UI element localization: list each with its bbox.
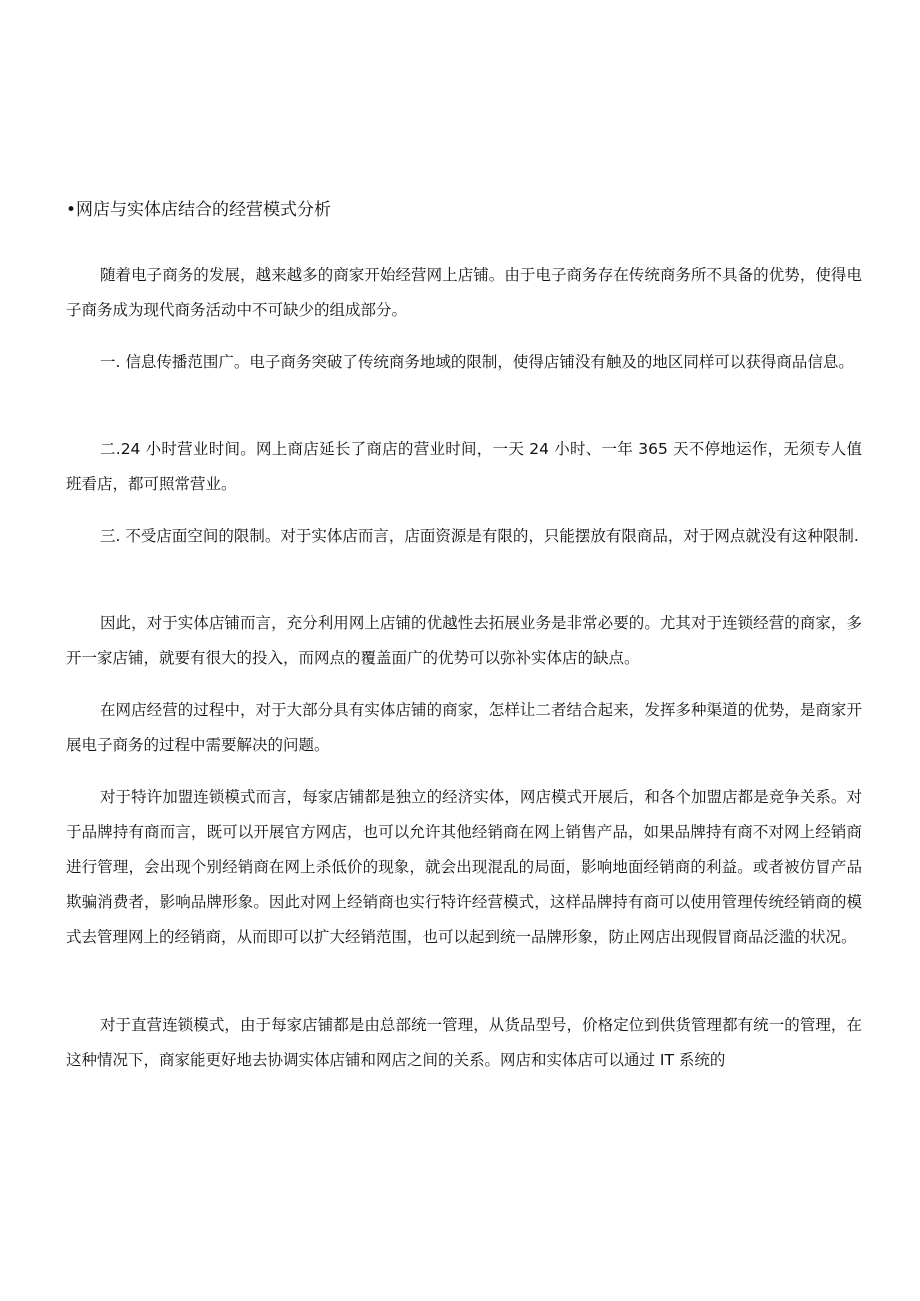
paragraph-problem: 在网店经营的过程中，对于大部分具有实体店铺的商家，怎样让二者结合起来，发挥多种渠道的优势，是商家开展电子商务的过程中需要解决的问题。: [66, 701, 862, 754]
paragraph-intro: 随着电子商务的发展，越来越多的商家开始经营网上店铺。由于电子商务存在传统商务所不具备的优势，使得电子商务成为现代商务活动中不可缺少的组成部分。: [66, 266, 862, 319]
paragraph-point-1: 一. 信息传播范围广。电子商务突破了传统商务地域的限制，使得店铺没有触及的地区同样可以获得商品信息。: [100, 353, 854, 371]
document-title: •网店与实体店结合的经营模式分析: [66, 200, 332, 220]
paragraph-point-2: 二.24 小时营业时间。网上商店延长了商店的营业时间，一天 24 小时、一年 365 天不停地运作，无须专人值班看店，都可照常营业。: [66, 440, 862, 493]
paragraph-therefore: 因此，对于实体店铺而言，充分利用网上店铺的优越性去拓展业务是非常必要的。尤其对于连锁经营的商家，多开一家店铺，就要有很大的投入，而网点的覆盖面广的优势可以弥补实体店的缺点。: [66, 614, 862, 667]
paragraph-point-3: 三. 不受店面空间的限制。对于实体店而言，店面资源是有限的，只能摆放有限商品，对于网点就没有这种限制.: [100, 527, 859, 545]
paragraph-franchise-model: 对于特许加盟连锁模式而言，每家店铺都是独立的经济实体，网店模式开展后，和各个加盟店都是竞争关系。对于品牌持有商而言，既可以开展官方网店，也可以允许其他经销商在网上销售产品，如果品牌持有商不对网上经销商进行管理，会出现个别经销商在网上杀低价的现象，就会出现混乱的局面，影响地面经销商的利益。或者被仿冒产品欺骗消费者，影响品牌形象。因此对网上经销商也实行特许经营模式，这样品牌持有商可以使用管理传统经销商的模式去管理网上的经销商，从而即可以扩大经销范围，也可以起到统一品牌形象，防止网店出现假冒商品泛滥的状况。: [66, 788, 862, 946]
paragraph-direct-chain-model: 对于直营连锁模式，由于每家店铺都是由总部统一管理，从货品型号，价格定位到供货管理都有统一的管理，在这种情况下，商家能更好地去协调实体店铺和网店之间的关系。网店和实体店可以通过 IT 系统的: [66, 1016, 862, 1069]
